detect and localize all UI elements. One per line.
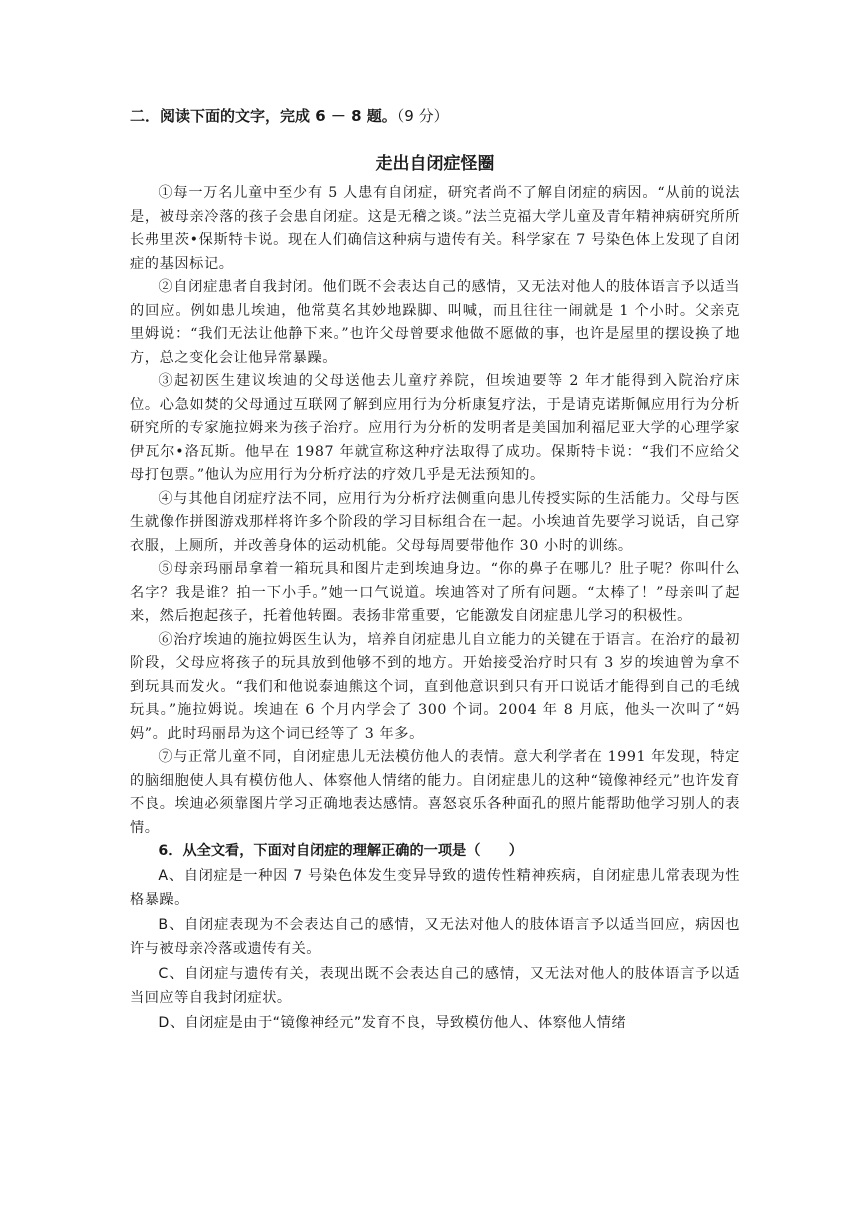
- question-6-prompt: 6．从全文看，下面对自闭症的理解正确的一项是（ ）: [158, 843, 523, 859]
- article-paragraph-1: ①每一万名儿童中至少有 5 人患有自闭症，研究者尚不了解自闭症的病因。“从前的说法是，被母亲冷落的孩子会患自闭症。这是无稽之谈。”法兰克福大学儿童及青年精神病研究所所长弗里茨•保斯特卡说。现在人们确信这种病与遗传有关。科学家在 7 号染色体上发现了自闭症的基因标记。: [130, 185, 740, 272]
- article-paragraph-2: ②自闭症患者自我封闭。他们既不会表达自己的感情，又无法对他人的肢体语言予以适当的回应。例如患儿埃迪，他常莫名其妙地跺脚、叫喊，而且往往一闹就是 1 个小时。父亲克里姆说：“我们无法让他静下来。”也许父母曾要求他做不愿做的事，也许是屋里的摆设换了地方，总之变化会让他异常暴躁。: [130, 279, 740, 366]
- article-paragraph-5: ⑤母亲玛丽昂拿着一箱玩具和图片走到埃迪身边。“你的鼻子在哪儿？肚子呢？你叫什么名字？我是谁？拍一下小手。”她一口气说道。埃迪答对了所有问题。“太棒了！”母亲叫了起来，然后抱起孩子，托着他转圈。表扬非常重要，它能激发自闭症患儿学习的积极性。: [130, 561, 740, 624]
- section-score: （9 分）: [396, 107, 449, 125]
- option-a: A、自闭症是一种因 7 号染色体发生变异导致的遗传性精神疾病，自闭症患儿常表现为性格暴躁。: [130, 867, 740, 908]
- option-d: D、自闭症是由于“镜像神经元”发育不良，导致模仿他人、体察他人情绪: [158, 1014, 627, 1031]
- article-title: 走出自闭症怪圈: [375, 154, 495, 174]
- article-paragraph-7: ⑦与正常儿童不同，自闭症患儿无法模仿他人的表情。意大利学者在 1991 年发现，特定的脑细胞使人具有模仿他人、体察他人情绪的能力。自闭症患儿的这种“镜像神经元”也许发育不良。埃迪必须靠图片学习正确地表达感情。喜怒哀乐各种面孔的照片能帮助他学习别人的表情。: [130, 749, 740, 836]
- page-content: [130, 104, 740, 1035]
- option-c: C、自闭症与遗传有关，表现出既不会表达自己的感情，又无法对他人的肢体语言予以适当回应等自我封闭症状。: [130, 965, 740, 1006]
- section-heading-text: 二．阅读下面的文字，完成 6 － 8 题。: [130, 107, 397, 125]
- option-b: B、自闭症表现为不会表达自己的感情，又无法对他人的肢体语言予以适当回应，病因也许与被母亲冷落或遗传有关。: [130, 916, 740, 957]
- section-heading: [130, 104, 740, 128]
- article-paragraph-4: ④与其他自闭症疗法不同，应用行为分析疗法侧重向患儿传授实际的生活能力。父母与医生就像作拼图游戏那样将许多个阶段的学习目标组合在一起。小埃迪首先要学习说话，自己穿衣服，上厕所，并改善身体的运动机能。父母每周要带他作 30 小时的训练。: [130, 490, 740, 554]
- article-paragraph-3: ③起初医生建议埃迪的父母送他去儿童疗养院，但埃迪要等 2 年才能得到入院治疗床位。心急如焚的父母通过互联网了解到应用行为分析康复疗法，于是请克诺斯佩应用行为分析研究所的专家施拉姆来为孩子治疗。应用行为分析的发明者是美国加利福尼亚大学的心理学家伊瓦尔•洛瓦斯。他早在 1987 年就宣称这种疗法取得了成功。保斯特卡说：“我们不应给父母打包票。”他认为应用行为分析疗法的疗效几乎是无法预知的。: [130, 373, 740, 483]
- article-paragraph-6: ⑥治疗埃迪的施拉姆医生认为，培养自闭症患儿自立能力的关键在于语言。在治疗的最初阶段，父母应将孩子的玩具放到他够不到的地方。开始接受治疗时只有 3 岁的埃迪曾为拿不到玩具而发火。“我们和他说泰迪熊这个词，直到他意识到只有开口说话才能得到自己的毛绒玩具。”施拉姆说。埃迪在 6 个月内学会了 300 个词。2004 年 8 月底，他头一次叫了“妈妈”。此时玛丽昂为这个词已经等了 3 年多。: [130, 631, 740, 742]
